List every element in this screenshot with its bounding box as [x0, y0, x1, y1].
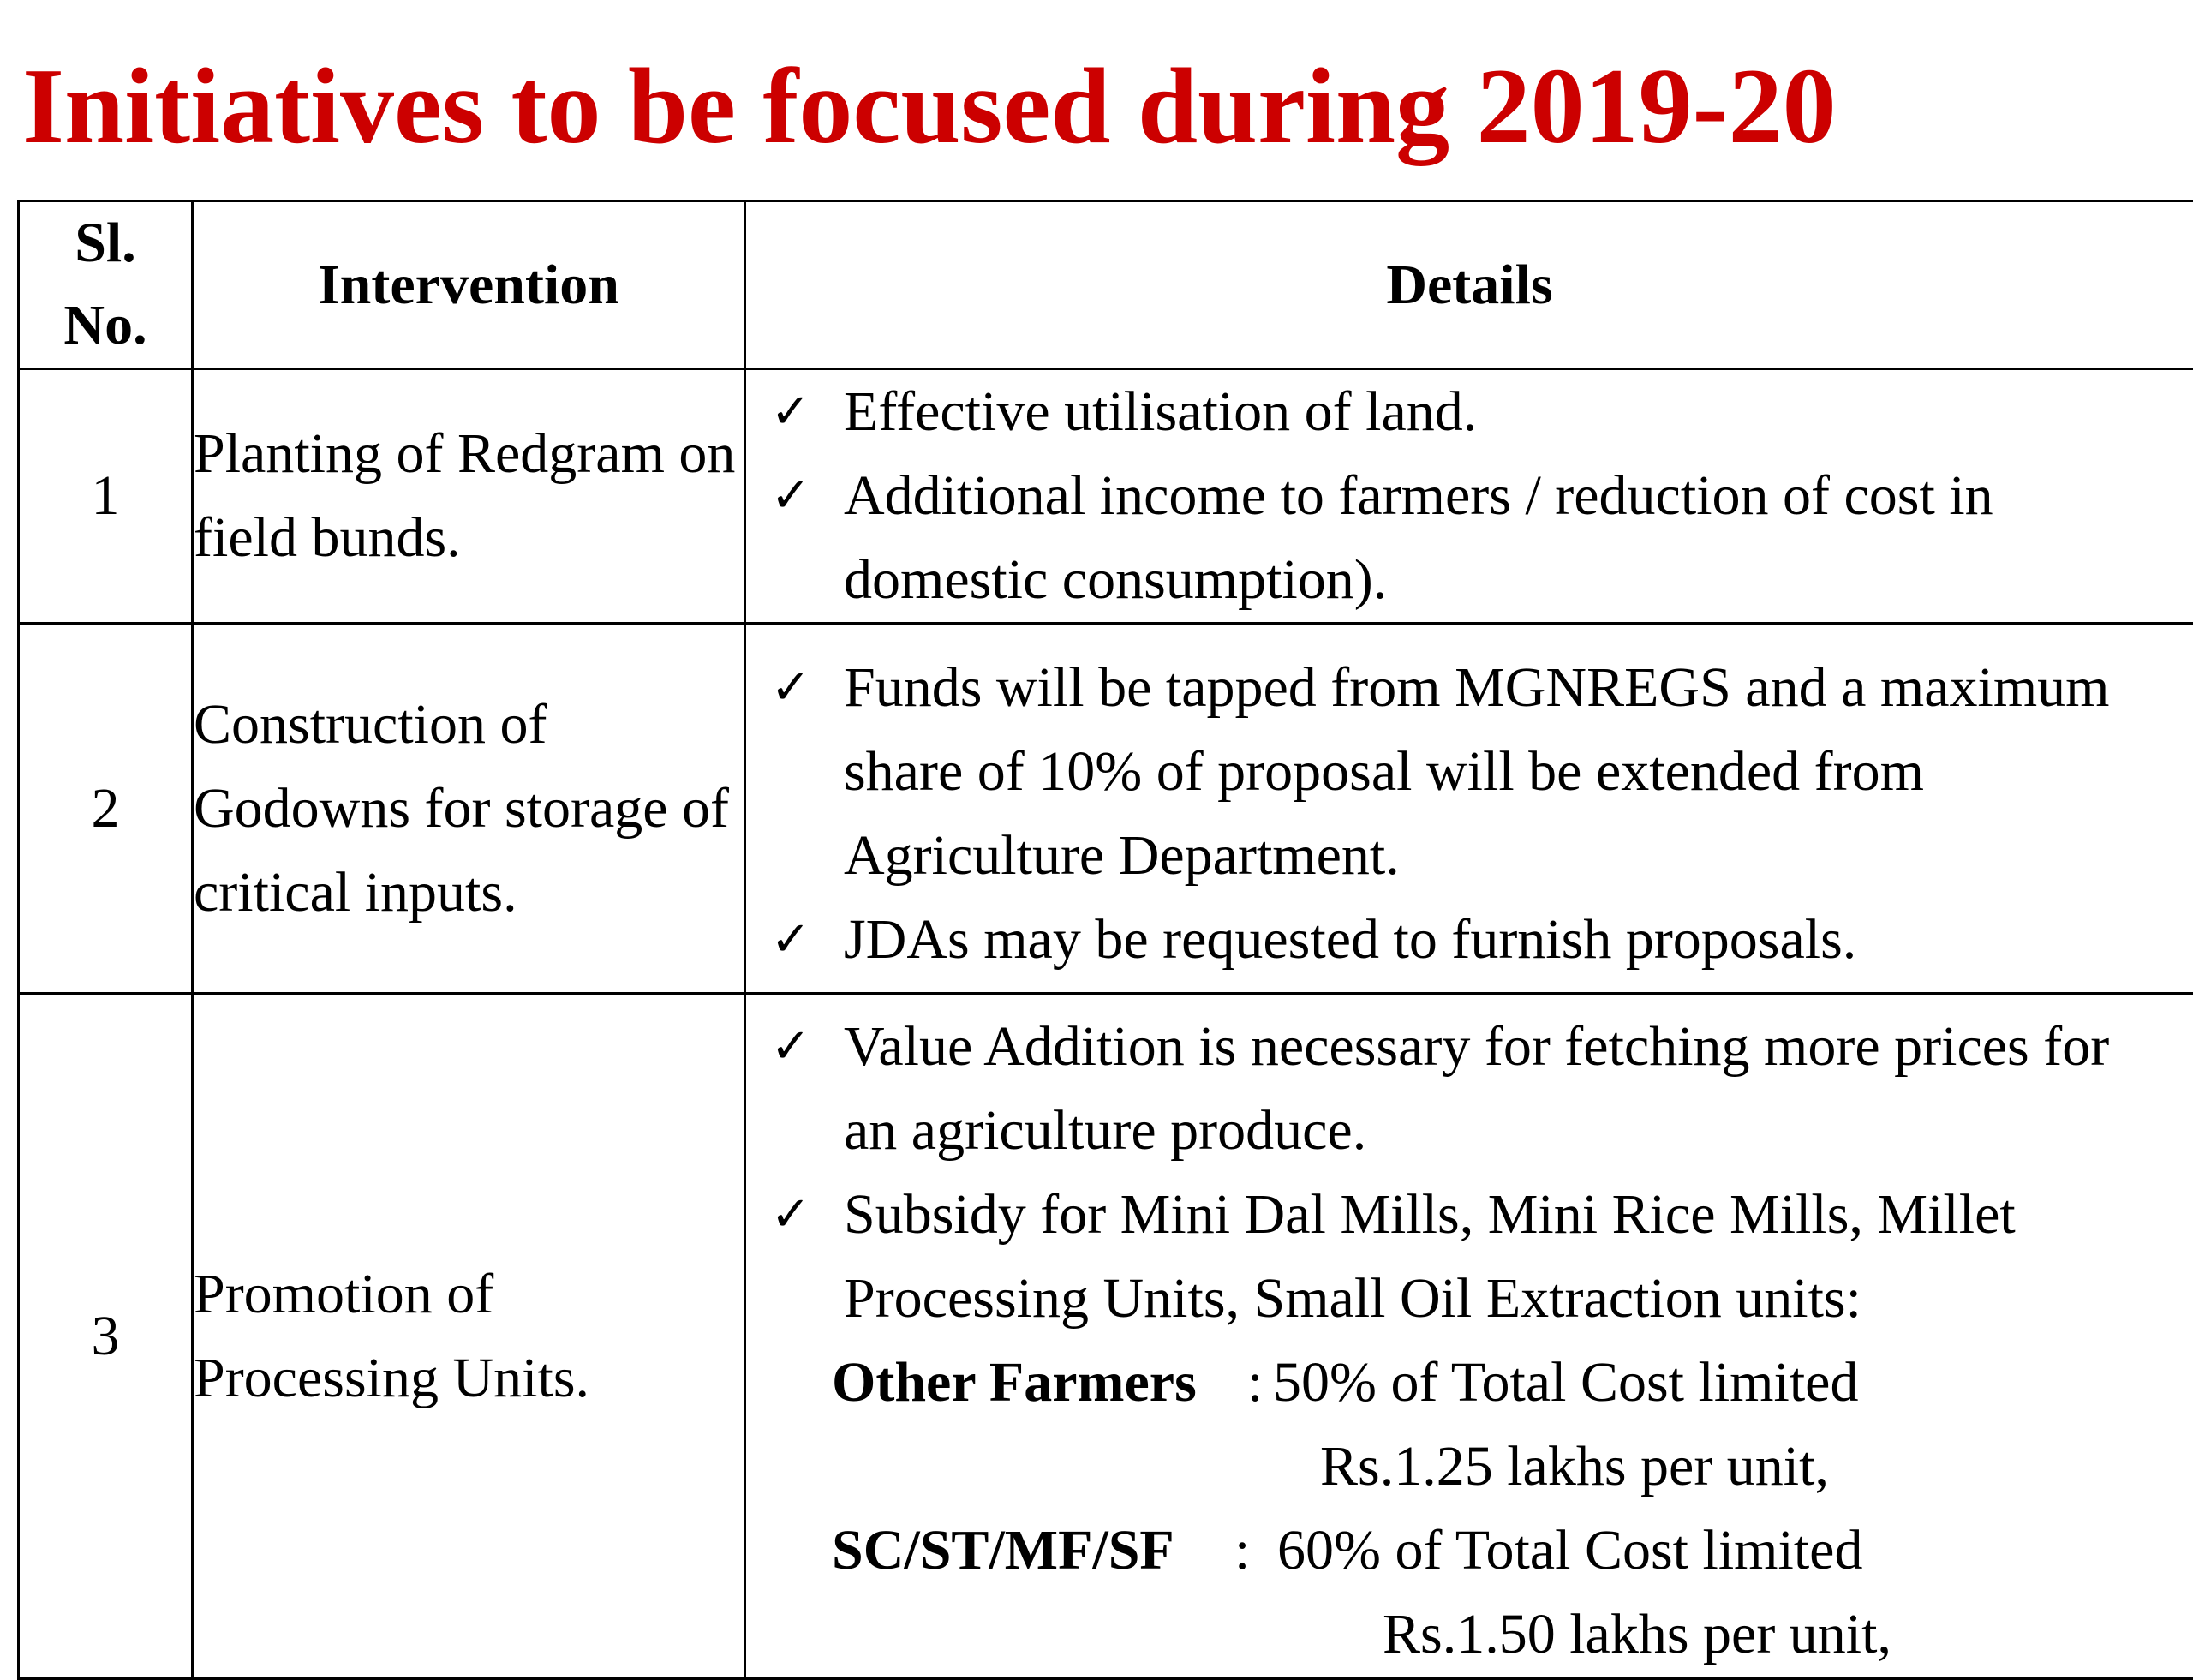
header-details: Details: [745, 201, 2193, 369]
row-sl-number: 1: [19, 369, 193, 624]
detail-item: ✓ JDAs may be requested to furnish proposals.: [746, 898, 2193, 982]
subsidy-limit: Rs.1.50 lakhs per unit,: [1383, 1593, 1891, 1677]
check-icon: ✓: [765, 370, 816, 454]
table-row: [19, 369, 2193, 624]
subsidy-separator: :: [1234, 1509, 1250, 1593]
subsidy-continuation: [746, 1425, 2193, 1509]
subsidy-category: SC/ST/MF/SF: [832, 1509, 1174, 1593]
table-header-row: [19, 201, 2193, 369]
header-intervention: Intervention: [193, 201, 745, 369]
detail-item: ✓ Value Addition is necessary for fetching more prices for an agriculture produce.: [746, 1005, 2193, 1173]
row-sl-number: 2: [19, 624, 193, 994]
subsidy-value: 60% of Total Cost limited: [1277, 1509, 1862, 1593]
subsidy-line-sc-st: [746, 1509, 2193, 1593]
subsidy-separator: :: [1247, 1341, 1263, 1425]
subsidy-value: 50% of Total Cost limited: [1273, 1341, 1858, 1425]
detail-item: ✓ Subsidy for Mini Dal Mills, Mini Rice Mills, Millet Processing Units, Small Oil Extraction units:: [746, 1173, 2193, 1341]
initiatives-table: [17, 200, 2193, 1680]
table-row: [19, 994, 2193, 1679]
detail-item: ✓ Additional income to farmers / reduction of cost in domestic consumption).: [746, 454, 2193, 622]
row-details: [745, 624, 2193, 994]
page-title: Initiatives to be focused during 2019-20: [22, 53, 1837, 161]
subsidy-continuation: [746, 1593, 2193, 1677]
subsidy-category: Other Farmers: [832, 1341, 1197, 1425]
detail-item: ✓ Funds will be tapped from MGNREGS and a maximum share of 10% of proposal will be extended from Agriculture Department.: [746, 646, 2193, 898]
header-sl-no: Sl. No.: [19, 201, 193, 369]
table-row: [19, 624, 2193, 994]
subsidy-line-other-farmers: [746, 1341, 2193, 1425]
check-icon: ✓: [765, 1005, 816, 1089]
check-icon: ✓: [765, 454, 816, 538]
row-intervention: Planting of Redgram on field bunds.: [193, 369, 745, 624]
check-icon: ✓: [765, 1173, 816, 1257]
row-details: [745, 994, 2193, 1679]
row-sl-number: 3: [19, 994, 193, 1679]
row-details: [745, 369, 2193, 624]
check-icon: ✓: [765, 646, 816, 730]
subsidy-limit: Rs.1.25 lakhs per unit,: [1320, 1425, 1829, 1509]
check-icon: ✓: [765, 898, 816, 982]
row-intervention: Promotion of Processing Units.: [193, 994, 745, 1679]
detail-item: ✓ Effective utilisation of land.: [746, 370, 2193, 454]
row-intervention: Construction of Godowns for storage of critical inputs.: [193, 624, 745, 994]
